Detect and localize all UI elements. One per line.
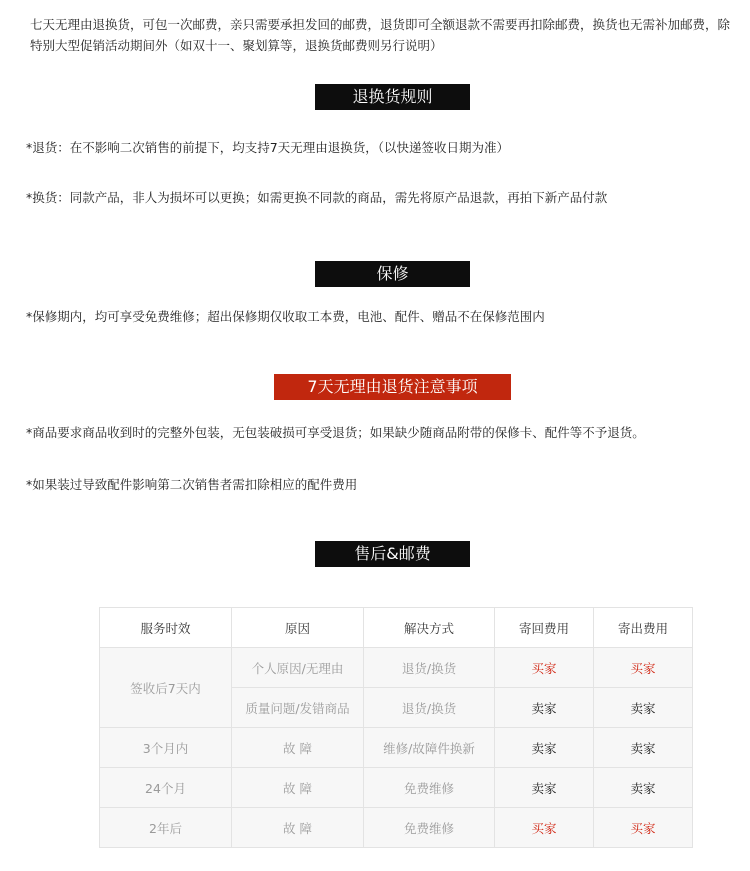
cell-send-fee: 卖家 (594, 688, 693, 728)
note-accessories: *如果装过导致配件影响第二次销售者需扣除相应的配件费用 (26, 477, 358, 492)
table-row (100, 728, 693, 768)
header-period: 服务时效 (100, 608, 232, 648)
cell-reason: 故 障 (232, 808, 364, 848)
table-row (100, 808, 693, 848)
table-header-row (100, 608, 693, 648)
header-solution: 解决方式 (364, 608, 495, 648)
cell-send-fee: 卖家 (594, 768, 693, 808)
aftersales-table (99, 607, 693, 848)
cell-solution: 退货/换货 (364, 688, 495, 728)
cell-send-fee: 买家 (594, 648, 693, 688)
warranty-text: *保修期内，均可享受免费维修；超出保修期仅收取工本费，电池、配件、赠品不在保修范围内 (26, 309, 545, 324)
cell-return-fee: 卖家 (495, 688, 594, 728)
cell-period: 2年后 (100, 808, 232, 848)
cell-period: 3个月内 (100, 728, 232, 768)
section-title-warranty: 保修 (315, 261, 470, 287)
cell-period: 24个月 (100, 768, 232, 808)
table-row (100, 648, 693, 688)
cell-send-fee: 卖家 (594, 728, 693, 768)
header-send-fee: 寄出费用 (594, 608, 693, 648)
section-title-return-rules: 退换货规则 (315, 84, 470, 110)
cell-return-fee: 买家 (495, 648, 594, 688)
header-reason: 原因 (232, 608, 364, 648)
cell-solution: 免费维修 (364, 768, 495, 808)
cell-solution: 维修/故障件换新 (364, 728, 495, 768)
cell-reason: 故 障 (232, 768, 364, 808)
table-row (100, 768, 693, 808)
cell-solution: 免费维修 (364, 808, 495, 848)
cell-reason: 个人原因/无理由 (232, 648, 364, 688)
rule-exchange: *换货：同款产品，非人为损坏可以更换；如需更换不同款的商品，需先将原产品退款，再拍下新产品付款 (26, 190, 608, 205)
cell-return-fee: 卖家 (495, 768, 594, 808)
intro-text: 七天无理由退换货，可包一次邮费，亲只需要承担发回的邮费，退货即可全额退款不需要再扣除邮费，换货也无需补加邮费，除特别大型促销活动期间外（如双十一、聚划算等，退换货邮费则另行说明） (30, 17, 731, 53)
cell-reason: 质量问题/发错商品 (232, 688, 364, 728)
section-title-return-notes: 7天无理由退货注意事项 (274, 374, 511, 400)
cell-return-fee: 买家 (495, 808, 594, 848)
section-title-aftersales: 售后&邮费 (315, 541, 470, 567)
cell-reason: 故 障 (232, 728, 364, 768)
header-return-fee: 寄回费用 (495, 608, 594, 648)
cell-return-fee: 卖家 (495, 728, 594, 768)
cell-solution: 退货/换货 (364, 648, 495, 688)
cell-period: 签收后7天内 (100, 648, 232, 728)
note-packaging: *商品要求商品收到时的完整外包装，无包装破损可享受退货；如果缺少随商品附带的保修卡、配件等不予退货。 (26, 425, 645, 440)
cell-send-fee: 买家 (594, 808, 693, 848)
rule-return: *退货：在不影响二次销售的前提下，均支持7天无理由退换货，（以快递签收日期为准） (26, 140, 509, 155)
